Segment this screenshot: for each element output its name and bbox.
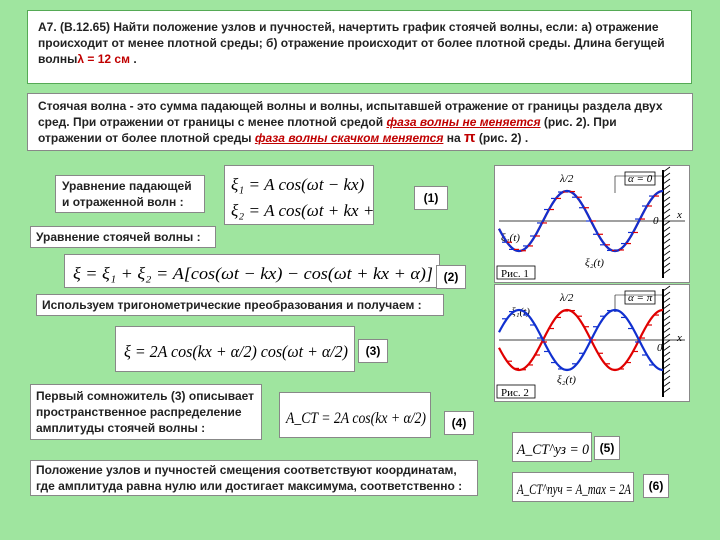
fig1-xi2: ξ₂(t) <box>585 257 604 269</box>
fig2-wall-hatch <box>663 364 670 369</box>
fig1-wall-hatch <box>663 239 670 244</box>
pi-symbol: π <box>464 129 476 146</box>
fig1-wall-hatch <box>663 257 670 262</box>
fig1-wall-hatch <box>663 203 670 208</box>
problem-line-2: происходит от менее плотной среды; б) отражение происходит от более плотной среды. Длина бегущей <box>38 36 665 50</box>
equation-3 <box>115 326 355 372</box>
fig1-wall-hatch <box>663 173 670 178</box>
problem-line-3: волныλ = 12 см . <box>38 52 137 66</box>
number-2: (2) <box>436 265 466 289</box>
equation-6 <box>512 472 634 502</box>
fig1-zero: 0 <box>653 215 659 227</box>
figure-2 <box>494 284 690 402</box>
number-6: (6) <box>643 474 669 498</box>
fig1-caption: Рис. 1 <box>501 268 529 280</box>
nodes-label: Положение узлов и пучностей смещения соответствуют координатам, где амплитуда равна нулю или достигает максимума, соответственно : <box>30 460 478 496</box>
definition-line-2: сред. При отражении от границы с менее плотной средой фаза волны не меняется (рис. 2). При <box>38 115 617 129</box>
fig2-wall-hatch <box>663 352 670 357</box>
figure-1 <box>494 165 690 283</box>
fig1-wall-hatch <box>663 209 670 214</box>
number-1: (1) <box>414 186 448 210</box>
factor-label: Первый сомножитель (3) описывает пространственное распределение амплитуды стоячей волны : <box>30 384 262 440</box>
fig1-wall-hatch <box>663 245 670 250</box>
definition-line-3: отражении от более плотной среды фаза волны скачком меняется на π (рис. 2) . <box>38 129 529 146</box>
eq5-text: A_CT^уз = 0 <box>516 442 590 458</box>
definition-line-1: Стоячая волна - это сумма падающей волны и волны, испытавшей отражение от границы раздела двух <box>38 99 663 113</box>
fig1-wall-hatch <box>663 221 670 226</box>
fig2-wall-hatch <box>663 358 670 363</box>
number-3: (3) <box>358 339 388 363</box>
fig2-wall-hatch <box>663 328 670 333</box>
fig2-wall-hatch <box>663 298 670 303</box>
trig-label: Используем тригонометрические преобразования и получаем : <box>36 294 444 316</box>
fig1-half-wave: λ/2 <box>560 173 574 185</box>
phase-unchanged-text: фаза волны не меняется <box>386 115 541 129</box>
fig1-wall-hatch <box>663 167 670 172</box>
figure-2-plot <box>495 285 689 401</box>
problem-line-1: А7. (В.12.65) Найти положение узлов и пучностей, начертить график стоячей волны, если: а) отражение <box>38 20 659 34</box>
fig2-zero: 0 <box>657 342 663 354</box>
fig2-wall-hatch <box>663 388 670 393</box>
equation-5 <box>512 432 592 462</box>
fig1-wall-hatch <box>663 233 670 238</box>
fig2-wall-hatch <box>663 340 670 345</box>
equation-4 <box>279 392 431 438</box>
fig2-wall-hatch <box>663 292 670 297</box>
fig1-wall-hatch <box>663 191 670 196</box>
phase-jump-text: фаза волны скачком меняется <box>254 131 444 145</box>
fig2-wall-hatch <box>663 322 670 327</box>
fig1-x: x <box>677 209 682 221</box>
eq4-text: A_CT = 2A cos(kx + α/2) <box>285 410 426 427</box>
fig1-wall-hatch <box>663 251 670 256</box>
figure-1-plot <box>495 166 689 282</box>
eq2-text: ξ = ξ₁ + ξ₂ = A[cos(ωt − kx) − cos(ωt + kx + α)] <box>73 264 433 283</box>
lambda-symbol: λ <box>77 52 85 66</box>
standing-label: Уравнение стоячей волны : <box>30 226 216 248</box>
fig1-wall-hatch <box>663 179 670 184</box>
fig2-xi1: ξ₁(t) <box>511 306 530 318</box>
definition-box <box>27 93 693 151</box>
fig2-wall-hatch <box>663 286 670 291</box>
fig2-wall-hatch <box>663 334 670 339</box>
eq3-text: ξ = 2A cos(kx + α/2) cos(ωt + α/2) <box>124 342 349 361</box>
fig1-wall-hatch <box>663 227 670 232</box>
fig2-caption: Рис. 2 <box>501 387 529 399</box>
number-5: (5) <box>594 436 620 460</box>
fig1-wall-hatch <box>663 263 670 268</box>
fig2-wall-hatch <box>663 346 670 351</box>
eq1a-text: ξ₁ = A cos(ωt − kx) <box>231 175 365 194</box>
problem-box <box>27 10 692 84</box>
fig1-alpha: α = 0 <box>628 173 653 185</box>
fig2-wall-hatch <box>663 382 670 387</box>
equation-2 <box>64 254 440 288</box>
fig2-wall-hatch <box>663 310 670 315</box>
eq6-text: A_CT^пуч = A_max = 2A <box>516 482 632 498</box>
fig2-wall-hatch <box>663 304 670 309</box>
fig2-alpha: α = π <box>628 292 653 304</box>
fig2-x: x <box>677 332 682 344</box>
fig1-wall-hatch <box>663 197 670 202</box>
fig1-wall-hatch <box>663 269 670 274</box>
fig1-xi1: ξ₁(t) <box>501 232 520 244</box>
fig1-wall-hatch <box>663 215 670 220</box>
number-4: (4) <box>444 411 474 435</box>
fig2-half-wave: λ/2 <box>560 292 574 304</box>
fig2-wall-hatch <box>663 376 670 381</box>
fig2-wall-hatch <box>663 316 670 321</box>
incident-label: Уравнение падающей и отраженной волн : <box>55 175 205 213</box>
eq1b-text: ξ₂ = A cos(ωt + kx + <box>231 201 375 220</box>
fig2-xi2: ξ₂(t) <box>557 374 576 386</box>
fig1-wall-hatch <box>663 185 670 190</box>
equation-1 <box>224 165 374 225</box>
fig2-wall-hatch <box>663 370 670 375</box>
